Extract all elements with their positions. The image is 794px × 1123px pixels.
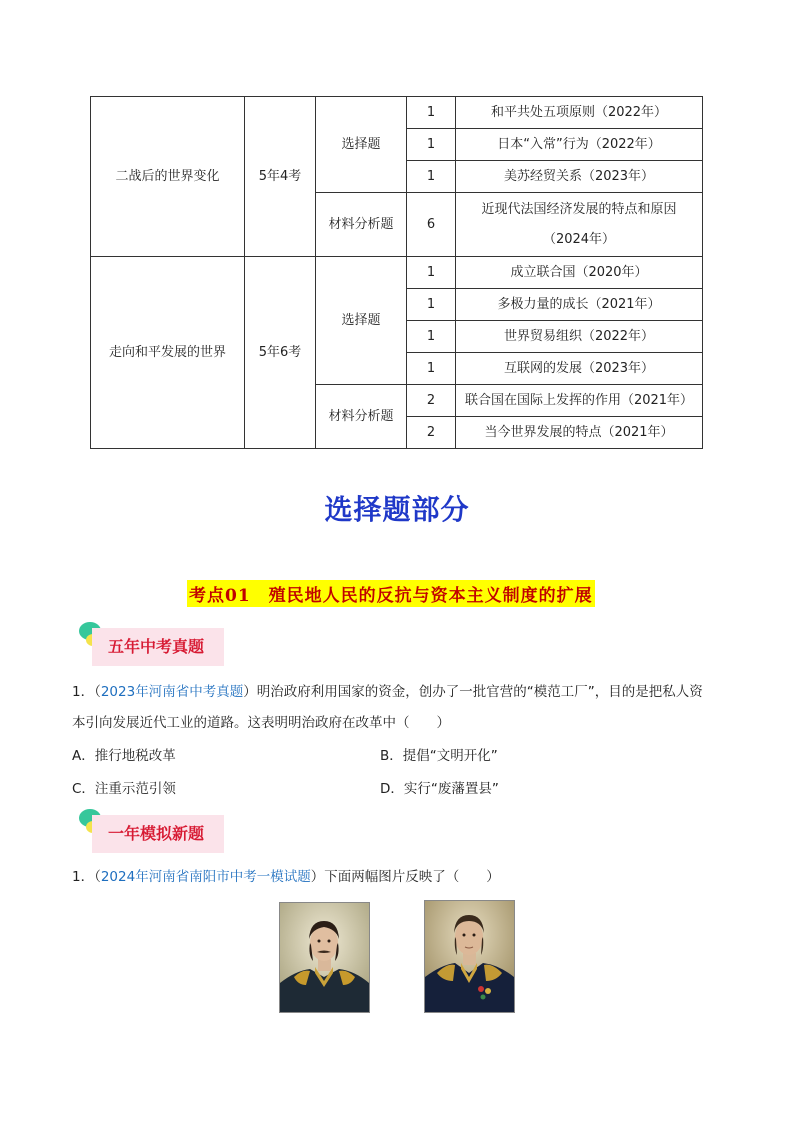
question-number: 1．（ (72, 684, 101, 700)
option-d: D．实行“废藩置县” (380, 781, 499, 797)
question-line (72, 677, 722, 708)
score-cell: 6 (407, 193, 456, 257)
question-text: ）明治政府利用国家的资金，创办了一批官营的“模范工厂”，目的是把私人资 (243, 684, 703, 700)
topic-cell: 成立联合国（2020年） (456, 257, 703, 289)
score-cell: 1 (407, 161, 456, 193)
type-cell: 选择题 (316, 257, 407, 385)
topic-cell: 多极力量的成长（2021年） (456, 289, 703, 321)
score-cell: 1 (407, 289, 456, 321)
score-cell: 2 (407, 385, 456, 417)
option-c: C．注重示范引领 (72, 781, 176, 797)
topic-cell: 互联网的发展（2023年） (456, 353, 703, 385)
score-cell: 2 (407, 417, 456, 449)
tag-label: 五年中考真题 (92, 628, 224, 666)
portrait-image-2 (424, 900, 515, 1013)
portrait-image-1 (279, 902, 370, 1013)
topic-heading: 考点01 殖民地人民的反抗与资本主义制度的扩展 (187, 580, 595, 607)
question-number: 1．（ (72, 869, 101, 885)
question-source: 2023年河南省中考真题 (100, 684, 244, 700)
question-text: ）下面两幅图片反映了（ ） (310, 869, 500, 885)
option-b: B．提倡“文明开化” (380, 748, 498, 764)
question-source: 2024年河南省南阳市中考一模试题 (100, 869, 311, 885)
topic-cell: 美苏经贸关系（2023年） (456, 161, 703, 193)
question-1 (72, 677, 722, 739)
question-line: 本引向发展近代工业的道路。这表明明治政府在改革中（ ） (72, 715, 450, 731)
count-cell: 5年6考 (245, 257, 316, 449)
score-cell: 1 (407, 97, 456, 129)
score-cell: 1 (407, 257, 456, 289)
type-cell: 选择题 (316, 97, 407, 193)
exam-stats-table (90, 96, 703, 449)
type-cell: 材料分析题 (316, 385, 407, 449)
unit-cell: 二战后的世界变化 (91, 97, 245, 257)
section-title: 选择题部分 (324, 493, 470, 526)
topic-cell: 当今世界发展的特点（2021年） (456, 417, 703, 449)
unit-cell: 走向和平发展的世界 (91, 257, 245, 449)
option-a: A．推行地税改革 (72, 748, 176, 764)
topic-cell (456, 193, 703, 257)
question-2 (72, 862, 722, 893)
score-cell: 1 (407, 353, 456, 385)
topic-cell: 和平共处五项原则（2022年） (456, 97, 703, 129)
score-cell: 1 (407, 129, 456, 161)
topic-cell: 世界贸易组织（2022年） (456, 321, 703, 353)
type-cell: 材料分析题 (316, 193, 407, 257)
topic-line: （2024年） (542, 231, 616, 247)
count-cell: 5年4考 (245, 97, 316, 257)
topic-cell: 日本“入常”行为（2022年） (456, 129, 703, 161)
score-cell: 1 (407, 321, 456, 353)
topic-line: 近现代法国经济发展的特点和原因 (481, 201, 677, 217)
topic-cell: 联合国在国际上发挥的作用（2021年） (456, 385, 703, 417)
tag-label: 一年模拟新题 (92, 815, 224, 853)
